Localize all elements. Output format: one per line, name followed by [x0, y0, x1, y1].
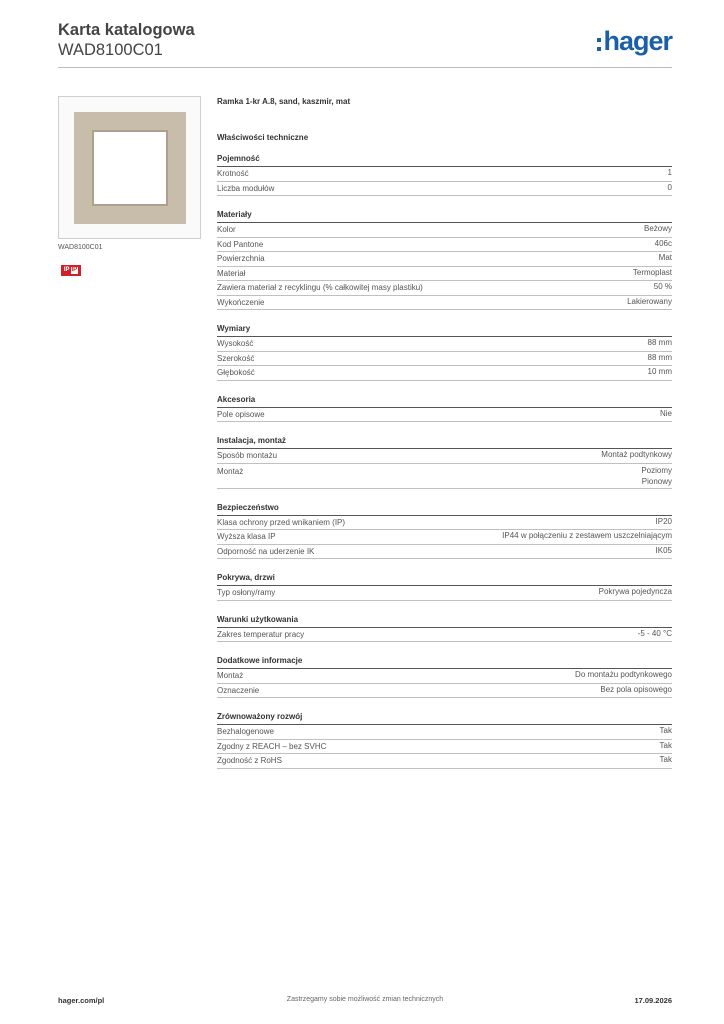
spec-row: [217, 366, 672, 381]
document-title: Karta katalogowa: [58, 21, 195, 39]
spec-value: [575, 669, 672, 683]
spec-row: [217, 267, 672, 282]
spec-value: [654, 281, 672, 295]
spec-section: [217, 502, 672, 560]
spec-section: [217, 655, 672, 698]
spec-label: Pole opisowe: [217, 409, 265, 419]
spec-row: [217, 669, 672, 684]
spec-value: [641, 465, 672, 487]
spec-value: [648, 366, 672, 380]
product-name: Ramka 1-kr A.8, sand, kaszmir, mat: [217, 97, 351, 106]
section-title: Akcesoria: [217, 394, 672, 408]
ip-rating-icon: [61, 265, 81, 276]
spec-value-line: Montaż podtynkowy: [601, 450, 672, 459]
spec-value: [668, 167, 672, 181]
spec-label: Kolor: [217, 225, 236, 234]
spec-row: [217, 223, 672, 238]
spec-value-line: IP44 w połączeniu z zestawem uszczelniającym: [502, 531, 672, 540]
spec-label: Oznaczenie: [217, 685, 260, 695]
section-title: Pojemność: [217, 153, 672, 167]
spec-section: [217, 209, 672, 310]
spec-label: Klasa ochrony przed wnikaniem (IP): [217, 517, 346, 527]
spec-label: Zakres temperatur pracy: [217, 629, 305, 639]
spec-row: [217, 516, 672, 531]
spec-value: [660, 740, 672, 754]
spec-value: [655, 238, 672, 252]
spec-row: [217, 408, 672, 423]
product-image: [58, 96, 201, 239]
spec-value-line: Lakierowany: [627, 296, 672, 306]
spec-value: [502, 530, 672, 544]
image-caption: WAD8100C01: [58, 244, 103, 251]
spec-label: Liczba modułów: [217, 183, 275, 193]
spec-value-line: Bez pola opisowego: [600, 684, 672, 694]
spec-label: Materiał: [217, 268, 246, 278]
spec-label: Szerokość: [217, 353, 255, 363]
spec-section: [217, 614, 672, 643]
spec-label: Typ osłony/ramy: [217, 588, 276, 597]
spec-value-line: Do montażu podtynkowego: [575, 670, 672, 679]
spec-label: Odporność na uderzenie IK: [217, 546, 315, 556]
section-title: Bezpieczeństwo: [217, 502, 672, 516]
frame-outer: [74, 112, 186, 224]
spec-value-line: 0: [667, 182, 672, 192]
spec-value: [660, 725, 672, 739]
spec-value-line: 88 mm: [647, 338, 672, 347]
spec-section: [217, 711, 672, 769]
spec-value: [656, 516, 672, 530]
spec-value-line: Beżowy: [643, 224, 672, 233]
spec-row: [217, 464, 672, 489]
header-divider: [58, 67, 672, 68]
spec-section: [217, 323, 672, 381]
spec-label: Sposób montażu: [217, 451, 278, 460]
spec-value: [656, 545, 672, 559]
spec-row: [217, 754, 672, 769]
spec-row: [217, 281, 672, 296]
spec-row: [217, 352, 672, 367]
spec-value-line: Tak: [659, 726, 672, 735]
spec-label: Głębokość: [217, 368, 255, 377]
spec-row: [217, 725, 672, 740]
spec-value: [644, 223, 672, 237]
spec-label: Zgodność z RoHS: [217, 756, 282, 765]
page-footer: [58, 996, 672, 1008]
spec-value: [627, 296, 672, 310]
spec-value: [648, 352, 672, 366]
spec-label: Montaż: [217, 671, 244, 680]
spec-value-line: Pionowy: [641, 476, 672, 486]
section-title: Materiały: [217, 209, 672, 223]
ip-badge-text: IP: [63, 267, 70, 273]
spec-row: [217, 182, 672, 197]
spec-value-line: 406c: [654, 238, 672, 248]
spec-row: [217, 167, 672, 182]
spec-value-line: Pokrywa pojedyncza: [598, 587, 672, 596]
spec-label: Kod Pantone: [217, 239, 264, 249]
spec-section: [217, 394, 672, 423]
section-title: Wymiary: [217, 323, 672, 337]
spec-value: [648, 337, 672, 351]
section-title: Pokrywa, drzwi: [217, 572, 672, 586]
spec-value: [659, 252, 672, 266]
spec-label: Zawiera materiał z recyklingu (% całkowitej masy plastiku): [217, 283, 423, 292]
footer-notice: Zastrzegamy sobie możliwość zmian technicznych: [286, 996, 444, 1003]
spec-value-line: IK05: [655, 545, 672, 555]
spec-value-line: Tak: [659, 740, 672, 750]
spec-value-line: 88 mm: [647, 352, 672, 362]
spec-value-line: Tak: [659, 755, 672, 764]
spec-row: [217, 337, 672, 352]
page-header: [58, 20, 672, 70]
spec-label: Wysokość: [217, 339, 254, 348]
spec-value-line: -5 - 40 °C: [637, 628, 672, 638]
spec-value: [638, 628, 672, 642]
logo-text: hager: [603, 26, 672, 56]
spec-section: [217, 153, 672, 196]
logo-dots-icon: [597, 38, 601, 51]
spec-label: Powierzchnia: [217, 254, 265, 263]
spec-row: [217, 545, 672, 560]
spec-value: [599, 586, 672, 600]
spec-label: Wyższa klasa IP: [217, 532, 276, 541]
spec-value-line: 1: [667, 168, 672, 177]
section-title: Zrównoważony rozwój: [217, 711, 672, 725]
spec-value-line: Termoplast: [632, 267, 672, 277]
spec-value-line: 50 %: [653, 282, 672, 291]
frame-inner: [92, 130, 168, 206]
spec-section: [217, 572, 672, 601]
section-title: Warunki użytkowania: [217, 614, 672, 628]
footer-date: 17.09.2026: [634, 996, 672, 1005]
spec-value-line: Poziomy: [641, 465, 672, 475]
spec-row: [217, 684, 672, 699]
spec-value: [600, 684, 672, 698]
spec-value-line: Mat: [658, 253, 672, 262]
spec-value: [601, 449, 672, 463]
spec-label: Zgodny z REACH – bez SVHC: [217, 741, 327, 751]
spec-row: [217, 628, 672, 643]
spec-value-line: 10 mm: [647, 367, 672, 376]
spec-row: [217, 449, 672, 464]
spec-row: [217, 530, 672, 545]
spec-row: [217, 296, 672, 311]
spec-row: [217, 740, 672, 755]
spec-label: Bezhalogenowe: [217, 727, 274, 736]
spec-label: Krotność: [217, 169, 249, 178]
ip-badge-text: IP: [71, 267, 78, 273]
spec-value: [660, 754, 672, 768]
spec-value-line: Nie: [659, 408, 672, 418]
spec-label: Wykończenie: [217, 297, 265, 307]
footer-website: hager.com/pl: [58, 996, 105, 1005]
section-title: Instalacja, montaż: [217, 435, 672, 449]
spec-row: [217, 252, 672, 267]
main-section-title: Właściwości techniczne: [217, 133, 309, 142]
spec-value: [668, 182, 672, 196]
section-title: Dodatkowe informacje: [217, 655, 672, 669]
spec-row: [217, 238, 672, 253]
spec-content: [217, 96, 672, 782]
spec-section: [217, 435, 672, 489]
hager-logo: [597, 28, 672, 54]
spec-value-line: IP20: [655, 516, 672, 526]
spec-value: [633, 267, 672, 281]
product-code: WAD8100C01: [58, 41, 163, 59]
spec-label: Montaż: [217, 466, 244, 476]
spec-sections: [217, 153, 672, 769]
spec-value: [660, 408, 672, 422]
spec-row: [217, 586, 672, 601]
